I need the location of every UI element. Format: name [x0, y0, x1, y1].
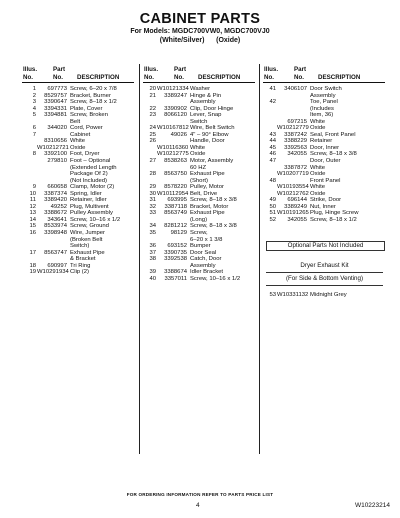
part-description: Bracket, Motor: [190, 203, 229, 210]
part-description: Item, 36): [310, 112, 334, 119]
part-number: 8533974: [44, 223, 67, 230]
illus-number: 19: [29, 269, 36, 276]
illus-number: 29: [149, 184, 156, 191]
part-description: Package Of 2): [70, 171, 108, 178]
part-description: Motor, Assembly: [190, 158, 234, 165]
col1-header-rule: [22, 82, 134, 83]
illus-number: 1: [32, 86, 36, 92]
part-description: Screw, 8–18 x 3/8: [190, 197, 237, 204]
part-description: White: [310, 164, 326, 171]
part-number: 279810: [47, 158, 67, 165]
part-number: 342055: [287, 151, 307, 158]
column-divider: [259, 64, 260, 454]
part-description: Handle, Door: [190, 138, 225, 145]
part-number: W10212721: [37, 144, 69, 151]
illus-number: 31: [149, 197, 156, 204]
part-description: Plate, Cover: [70, 105, 103, 112]
part-description: (Extended Length: [70, 164, 117, 171]
illus-number: 36: [149, 243, 156, 250]
illus-number: 3: [32, 99, 36, 106]
part-description: Pulley Assembly: [70, 210, 113, 217]
part-description: Foot, Dryer: [70, 151, 100, 158]
part-description: (Long): [190, 216, 208, 223]
part-description: White: [70, 138, 86, 145]
part-header: Part No.: [174, 66, 187, 81]
part-number: 3389420: [44, 197, 67, 204]
part-description: Retainer, Idler: [70, 197, 107, 204]
illus-number: 48: [269, 177, 276, 184]
part-description: 4" – 90° Elbow: [190, 131, 229, 138]
part-description: (Includes: [310, 105, 334, 112]
part-description: (Broken Belt: [70, 236, 103, 243]
part-number: 697773: [47, 86, 67, 92]
part-description: Idler Bracket: [190, 269, 224, 276]
optional-parts-box: Optional Parts Not Included: [266, 241, 385, 251]
part-description: Screw, 10–16 x 1/2: [190, 275, 241, 282]
illus-number: 11: [29, 197, 36, 204]
illus-number: 50: [269, 203, 276, 210]
col3-header-rule: [263, 82, 385, 83]
part-description: Screw, 8–18 x 1/2: [310, 216, 357, 223]
part-description: Oxide: [310, 190, 326, 197]
illus-number: 20: [149, 86, 156, 92]
illus-header: Illus. No.: [144, 66, 159, 81]
illus-number: 4: [32, 105, 36, 112]
part-number: W10212775: [157, 151, 189, 158]
part-number: 3357011: [164, 275, 187, 282]
part-number: 8310656: [44, 138, 67, 145]
parts-column-1: [22, 86, 137, 276]
part-number: 49026: [170, 131, 187, 138]
page-title: CABINET PARTS: [139, 11, 261, 27]
part-description: Screw, Ground: [70, 223, 109, 230]
part-description: (Short): [190, 177, 209, 184]
parts-row: [262, 217, 387, 224]
illus-number: 35: [149, 230, 156, 237]
parts-column-3: [262, 86, 387, 223]
part-number: 690997: [47, 262, 67, 269]
part-description: Tri Ring: [70, 262, 91, 269]
part-header: Part No.: [53, 66, 66, 81]
colors-subtitle: (White/Silver) (Oxide): [159, 37, 241, 44]
part-description: Screw, 8–18 x 3/8: [310, 151, 357, 158]
parts-row: [142, 276, 257, 283]
col2-header-rule: [143, 82, 255, 83]
illus-number: 44: [269, 138, 276, 145]
part-description: Door Switch: [310, 86, 342, 92]
part-description: Oxide: [310, 125, 326, 132]
illus-number: 39: [149, 269, 156, 276]
illus-number: 2: [32, 92, 36, 99]
illus-number: 27: [149, 158, 156, 165]
illus-number: 16: [29, 230, 36, 237]
description-header: DESCRIPTION: [77, 73, 120, 81]
part-description: Toe, Panel: [310, 99, 338, 106]
illus-number: 21: [149, 92, 156, 99]
part-description: Screw, 8–18 x 1/2: [70, 99, 117, 106]
part-number: 3392100: [44, 151, 67, 158]
part-number: 8563749: [164, 210, 187, 217]
description-header: DESCRIPTION: [318, 73, 361, 81]
illus-number: 14: [29, 216, 36, 223]
part-number: 3394331: [44, 105, 67, 112]
part-number: W10116360: [157, 144, 189, 151]
part-description: Midnight Grey: [310, 292, 347, 298]
part-number: W10212762: [277, 190, 309, 197]
part-number: 8066120: [164, 112, 187, 119]
part-description: Washer: [190, 86, 211, 92]
part-number: 8563747: [44, 249, 67, 256]
part-header: Part No.: [294, 66, 307, 81]
illus-number: 30: [149, 190, 156, 197]
part-description: Cord, Power: [70, 125, 103, 132]
illus-number: 32: [149, 203, 156, 210]
part-number: 3388229: [284, 138, 307, 145]
part-number: 3388672: [44, 210, 67, 217]
parts-row: [262, 292, 387, 299]
part-description: Assembly: [310, 92, 336, 99]
illus-number: 33: [149, 210, 156, 217]
part-description: Clamp, Motor (2): [70, 184, 115, 191]
part-description: White: [190, 144, 206, 151]
part-description: Bracket, Burner: [70, 92, 111, 99]
part-description: Door, Inner: [310, 144, 340, 151]
illus-number: 23: [149, 112, 156, 119]
part-number: 8578220: [164, 184, 187, 191]
part-description: 60 HZ: [190, 164, 207, 171]
part-number: 342055: [287, 216, 307, 223]
part-description: Oxide: [70, 144, 86, 151]
illus-number: 43: [269, 131, 276, 138]
illus-number: 45: [269, 144, 276, 151]
illus-number: 38: [149, 256, 156, 263]
page-number: 4: [196, 502, 200, 509]
part-description: White: [310, 184, 326, 191]
illus-number: 22: [149, 105, 156, 112]
parts-column-2: [142, 86, 257, 282]
part-number: W10193554: [277, 184, 309, 191]
part-description: Assembly: [190, 262, 216, 269]
part-number: W10291934: [37, 269, 69, 276]
part-description: Oxide: [310, 171, 326, 178]
part-description: Retainer: [310, 138, 333, 145]
dryer-kit-rule: [266, 285, 383, 286]
part-description: Foot – Optional: [70, 158, 111, 165]
part-description: Pulley, Motor: [190, 184, 224, 191]
illus-number: 25: [149, 131, 156, 138]
part-number: W10331132: [277, 292, 309, 298]
part-number: 3389247: [164, 92, 187, 99]
illus-number: 6: [32, 125, 36, 132]
part-number: W10112954: [157, 190, 189, 197]
models-subtitle: For Models: MGDC700VW0, MGDC700VJ0: [130, 28, 270, 35]
dryer-kit-subtitle: (For Side & Bottom Venting): [285, 275, 364, 282]
part-description: Screw, Broken: [70, 112, 108, 119]
description-header: DESCRIPTION: [198, 73, 241, 81]
part-description: White: [310, 118, 326, 125]
illus-header: Illus. No.: [23, 66, 38, 81]
illus-header: Illus. No.: [264, 66, 279, 81]
part-number: 693995: [167, 197, 187, 204]
part-description: Bumper: [190, 243, 211, 250]
part-description: Oxide: [190, 151, 206, 158]
illus-number: 12: [29, 203, 36, 210]
part-description: Screw,: [190, 230, 208, 237]
ordering-note: FOR ORDERING INFORMATION REFER TO PARTS PRICE LIST: [126, 492, 274, 497]
part-description: Clip, Door Hinge: [190, 105, 234, 112]
dryer-kit-rule: [266, 272, 383, 273]
part-description: Clip (2): [70, 269, 89, 276]
illus-number: 51: [269, 210, 276, 217]
part-number: 660658: [47, 184, 67, 191]
illus-number: 5: [32, 112, 36, 119]
illus-number: 9: [32, 184, 36, 191]
part-description: Front Panel: [310, 177, 341, 184]
part-number: 3406107: [284, 86, 307, 92]
illus-number: 37: [149, 249, 156, 256]
part-number: 8529757: [44, 92, 67, 99]
part-number: 344020: [47, 125, 67, 132]
part-number: W10207719: [277, 171, 309, 178]
illus-number: 15: [29, 223, 36, 230]
part-description: Lever, Snap: [190, 112, 222, 119]
part-description: Wire, Belt Switch: [190, 125, 235, 132]
illus-number: 10: [29, 190, 36, 197]
parts-row: [22, 269, 137, 276]
part-number: W10121334: [157, 86, 189, 92]
part-number: 3390735: [164, 249, 187, 256]
part-number: 49252: [50, 203, 67, 210]
part-description: Screw, 6–20 x 7/8: [70, 86, 117, 92]
part-description: Nut, Inner: [310, 203, 336, 210]
part-number: 693152: [167, 243, 187, 250]
illus-number: 13: [29, 210, 36, 217]
part-number: 98129: [170, 230, 187, 237]
illus-number: 26: [149, 138, 156, 145]
part-number: 3390902: [164, 105, 187, 112]
illus-number: 41: [269, 86, 276, 92]
dryer-kit-title: Dryer Exhaust Kit: [300, 262, 349, 269]
part-description: Assembly: [190, 99, 216, 106]
part-number: 3387242: [284, 131, 307, 138]
part-number: 8563750: [164, 171, 187, 178]
part-description: Screw, 10–16 x 1/2: [70, 216, 121, 223]
part-number: 696144: [287, 197, 307, 204]
part-description: Spring, Idler: [70, 190, 102, 197]
illus-number: 28: [149, 171, 156, 178]
part-description: Door, Outer: [310, 158, 341, 165]
part-number: 3388674: [164, 269, 187, 276]
part-description: Wire, Jumper: [70, 230, 106, 237]
illus-number: 17: [29, 249, 36, 256]
illus-number: 52: [269, 216, 276, 223]
illus-number: 7: [32, 131, 36, 138]
part-number: 343641: [47, 216, 67, 223]
part-description: Plug, Multivent: [70, 203, 109, 210]
document-number: W10223214: [354, 502, 390, 509]
part-number: 3389249: [284, 203, 307, 210]
part-description: Exhaust Pipe: [190, 210, 225, 217]
illus-number: 49: [269, 197, 276, 204]
illus-number: 47: [269, 158, 276, 165]
part-description: Exhaust Pipe: [190, 171, 225, 178]
part-number: 3387374: [44, 190, 67, 197]
part-description: Belt, Drive: [190, 190, 218, 197]
illus-number: 42: [269, 99, 276, 106]
part-description: 6–20 x 1 3/8: [190, 236, 223, 243]
part-number: 3394881: [44, 112, 67, 119]
part-description: Exhaust Pipe: [70, 249, 105, 256]
part-number: 3387872: [284, 164, 307, 171]
part-description: Switch): [70, 243, 90, 250]
part-description: Hinge & Pin: [190, 92, 222, 99]
illus-number: 18: [29, 262, 36, 269]
illus-number: 8: [32, 151, 36, 158]
illus-number: 24: [149, 125, 156, 132]
illus-number: 53: [269, 292, 276, 298]
illus-number: 34: [149, 223, 156, 230]
part-description: Plug, Hinge Screw: [310, 210, 359, 217]
part-description: Seal, Front Panel: [310, 131, 356, 138]
part-description: (Not Included): [70, 177, 107, 184]
part-description: Belt: [70, 118, 81, 125]
part-number: 3392538: [164, 256, 187, 263]
part-description: Switch: [190, 118, 208, 125]
part-number: W10212779: [277, 125, 309, 132]
part-number: 8281212: [164, 223, 187, 230]
illus-number: 40: [149, 275, 156, 282]
part-description: Strike, Door: [310, 197, 342, 204]
part-number: 697215: [287, 118, 307, 125]
column-divider: [139, 64, 140, 454]
part-description: Door Seal: [190, 249, 217, 256]
part-description: Screw, 8–18 x 3/8: [190, 223, 237, 230]
parts-column-3-extra: [262, 292, 387, 299]
part-description: Catch, Door: [190, 256, 222, 263]
part-number: W10167812: [157, 125, 189, 132]
part-number: 3398948: [44, 230, 67, 237]
illus-number: 46: [269, 151, 276, 158]
part-number: 3390647: [44, 99, 67, 106]
part-description: & Bracket: [70, 256, 96, 263]
part-description: Cabinet: [70, 131, 91, 138]
part-number: 8538263: [164, 158, 187, 165]
part-number: 3387118: [164, 203, 187, 210]
part-number: W10191265: [277, 210, 309, 217]
part-number: 3392563: [284, 144, 307, 151]
